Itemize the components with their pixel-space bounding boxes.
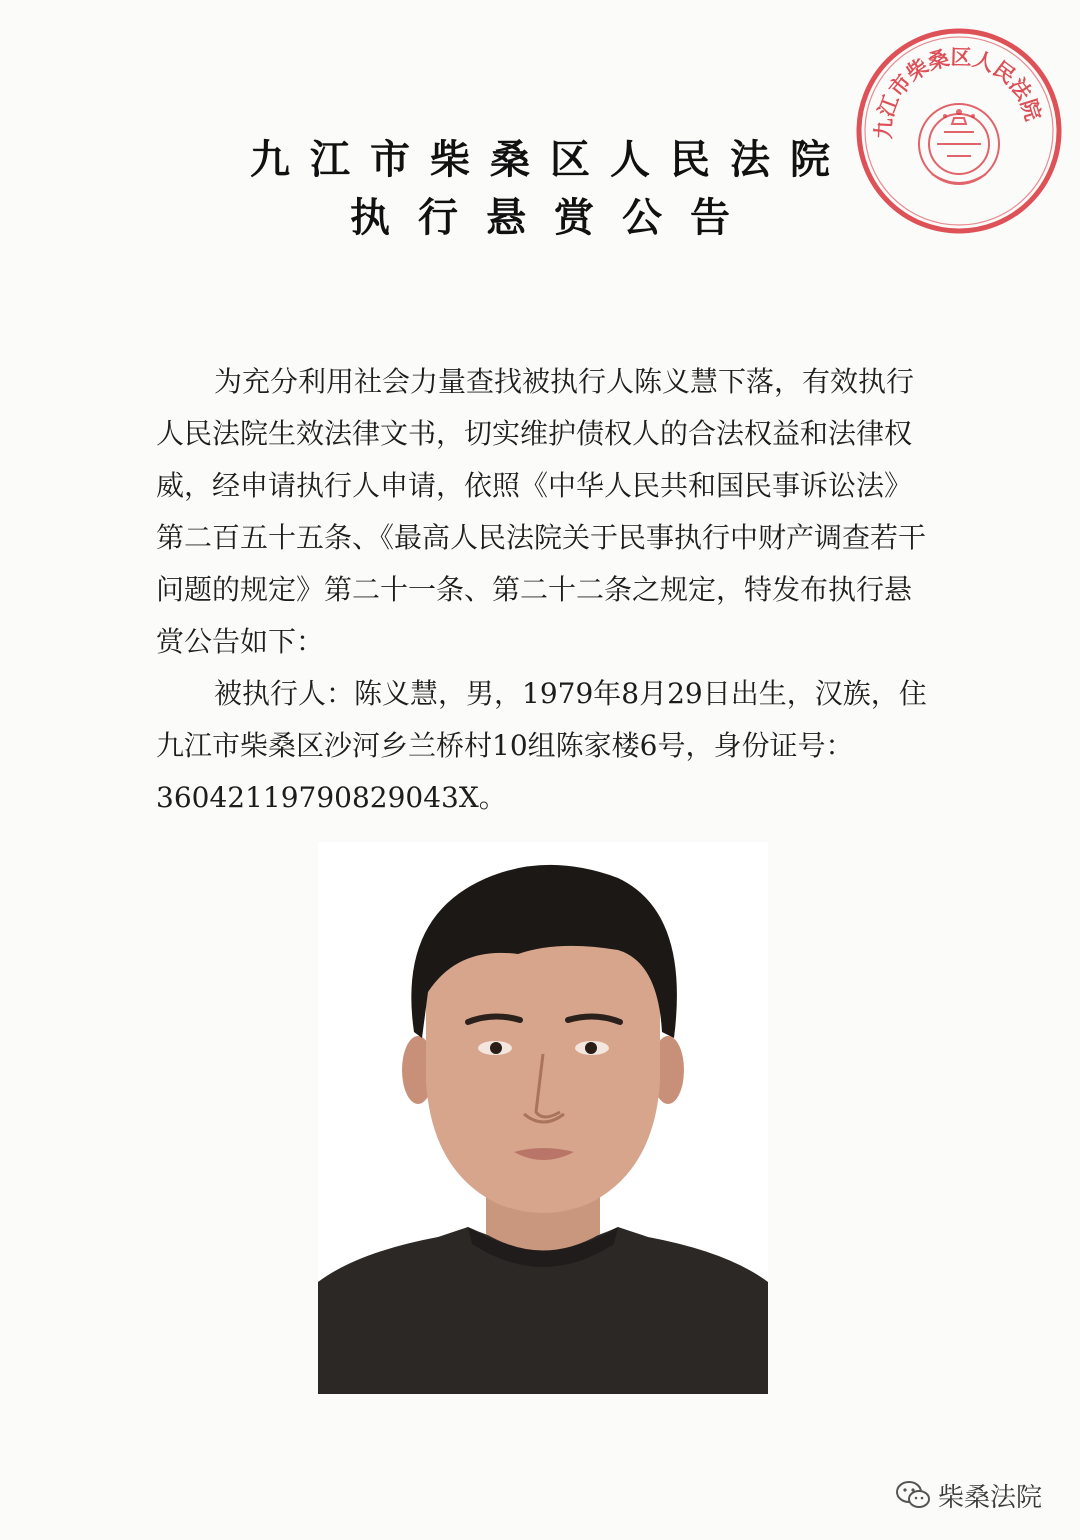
wechat-icon: [896, 1480, 930, 1510]
notice-paragraph-subject-info: [156, 668, 934, 824]
notice-paragraph-purpose: 为充分利用社会力量查找被执行人陈义慧下落，有效执行人民法院生效法律文书，切实维护债权人的合法权益和法律权威，经申请执行人申请，依照《中华人民共和国民事诉讼法》第二百五十五条、《最高人民法院关于民事执行中财产调查若干问题的规定》第二十一条、第二十二条之规定，特发布执行悬赏公告如下：: [156, 365, 927, 658]
account-watermark: [896, 1476, 1042, 1514]
portrait-photo: [318, 842, 768, 1394]
account-name: 柴桑法院: [938, 1482, 1043, 1513]
notice-title-subject: 执行悬赏公告: [350, 195, 758, 241]
id-number: 36042119790829043X。: [156, 781, 507, 814]
notice-title-court: 九江市柴桑区人民法院: [250, 137, 850, 183]
svg-text:九江市柴桑区人民法院: 九江市柴桑区人民法院: [871, 45, 1046, 140]
subject-details: 被执行人：陈义慧，男，1979年8月29日出生，汉族，住九江市柴桑区沙河乡兰桥村10组陈家楼6号，身份证号：: [156, 677, 927, 762]
